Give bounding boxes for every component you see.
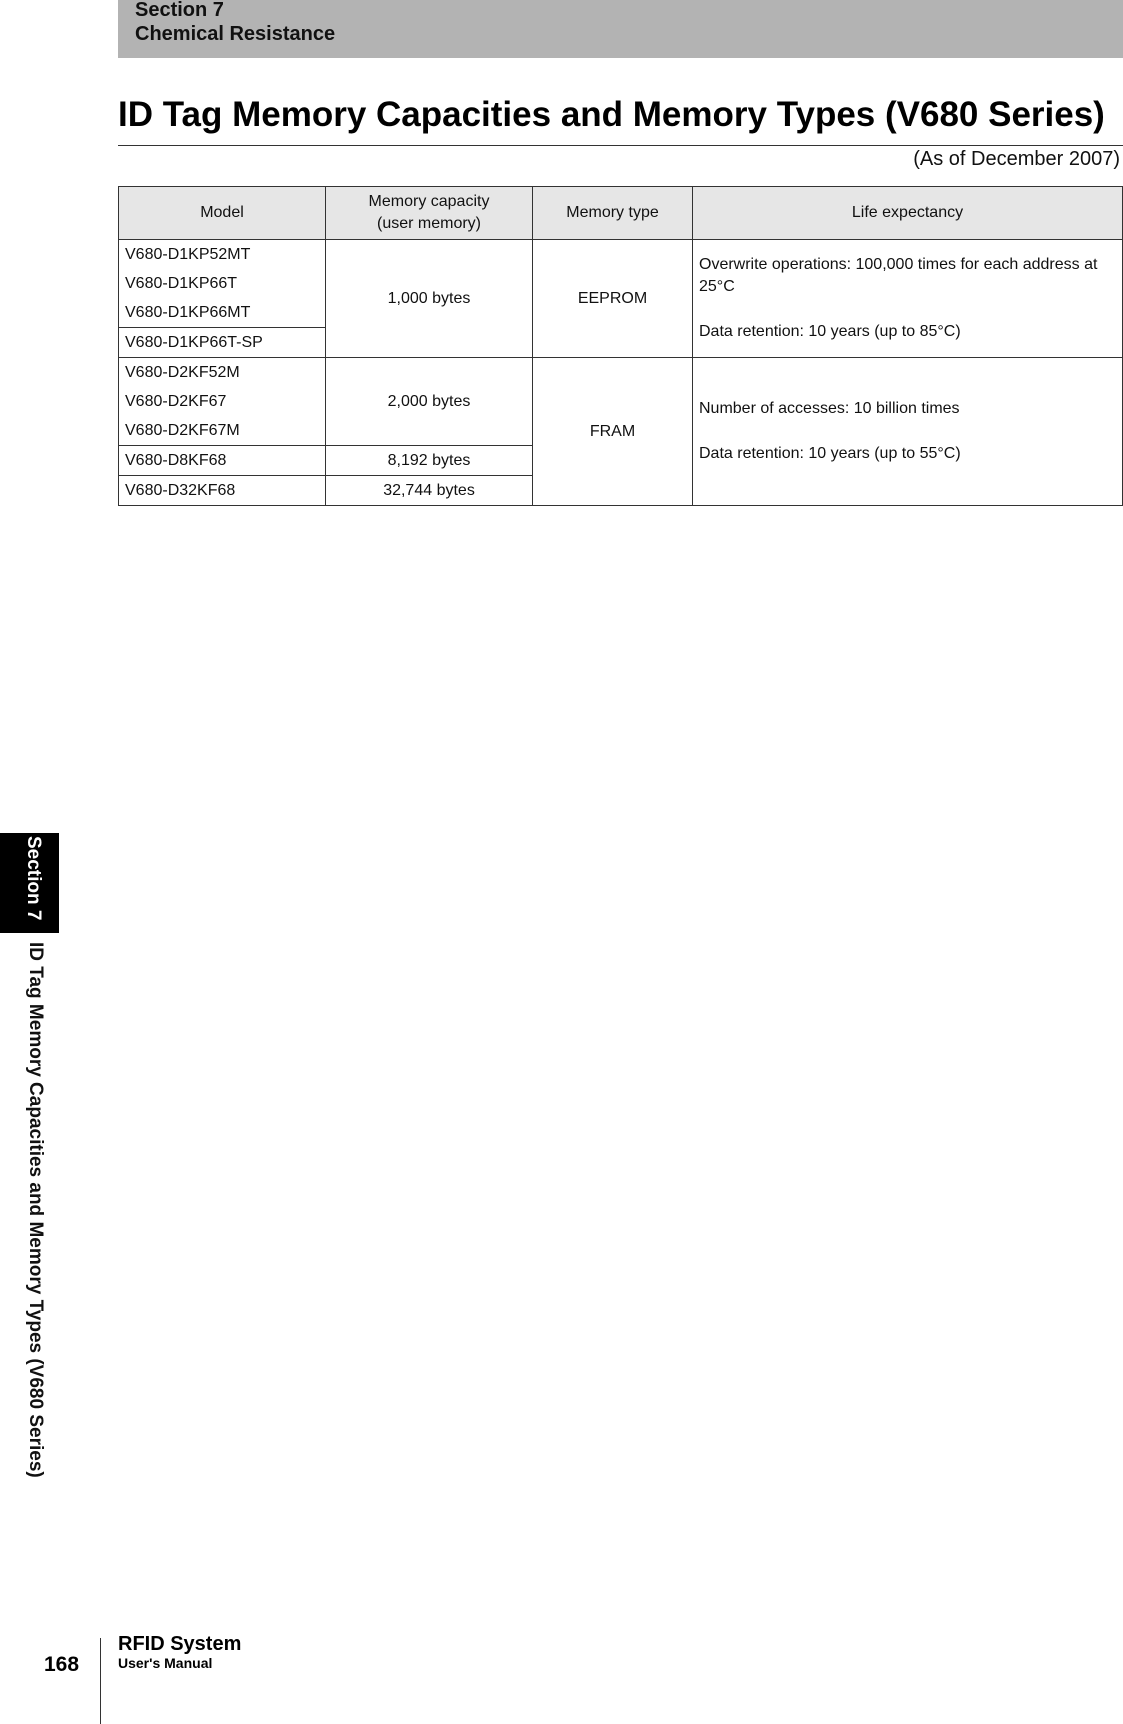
model-cell: V680-D2KF67M [119, 416, 326, 446]
capacity-header-line2: (user memory) [376, 215, 481, 232]
life-fram-accesses: Number of accesses: 10 billion times [699, 400, 960, 417]
column-header-type: Memory type [533, 187, 693, 240]
model-cell: V680-D8KF68 [119, 446, 326, 476]
capacity-cell: 32,744 bytes [326, 476, 533, 506]
column-header-life: Life expectancy [693, 187, 1123, 240]
life-fram-retention: Data retention: 10 years (up to 55°C) [699, 445, 961, 462]
footer-manual-label: User's Manual [118, 1655, 213, 1671]
table-header-row [119, 187, 1123, 240]
model-cell: V680-D1KP66T [119, 269, 326, 298]
section-number: Section 7 [135, 0, 224, 21]
table-row [119, 358, 1123, 388]
life-spacer [699, 420, 1116, 443]
model-cell: V680-D1KP66T-SP [119, 328, 326, 358]
page-title: ID Tag Memory Capacities and Memory Types (V680 Series) [118, 95, 1105, 134]
memory-spec-table [118, 186, 1123, 506]
capacity-cell: 8,192 bytes [326, 446, 533, 476]
footer-product-name: RFID System [118, 1633, 242, 1655]
life-expectancy-cell [693, 240, 1123, 358]
capacity-header-line1: Memory capacity [368, 193, 490, 210]
section-title: Chemical Resistance [135, 23, 336, 45]
side-tab-section-label: Section 7 [23, 836, 44, 921]
model-cell: V680-D2KF52M [119, 358, 326, 388]
model-cell: V680-D1KP52MT [119, 240, 326, 270]
column-header-capacity [326, 187, 533, 240]
capacity-cell: 2,000 bytes [326, 358, 533, 446]
life-spacer [699, 298, 1116, 321]
model-cell: V680-D32KF68 [119, 476, 326, 506]
table-row [119, 240, 1123, 270]
memory-type-cell: EEPROM [533, 240, 693, 358]
column-header-model: Model [119, 187, 326, 240]
memory-type-cell: FRAM [533, 358, 693, 506]
life-expectancy-cell [693, 358, 1123, 506]
life-eeprom-retention: Data retention: 10 years (up to 85°C) [699, 323, 961, 340]
life-eeprom-overwrite: Overwrite operations: 100,000 times for each address at 25°C [699, 256, 1098, 295]
model-cell: V680-D2KF67 [119, 387, 326, 416]
capacity-cell: 1,000 bytes [326, 240, 533, 358]
side-tab-title: ID Tag Memory Capacities and Memory Types (V680 Series) [25, 942, 46, 1478]
as-of-date: (As of December 2007) [913, 148, 1120, 170]
footer-divider [100, 1638, 101, 1724]
model-cell: V680-D1KP66MT [119, 298, 326, 328]
page-number: 168 [44, 1653, 80, 1676]
